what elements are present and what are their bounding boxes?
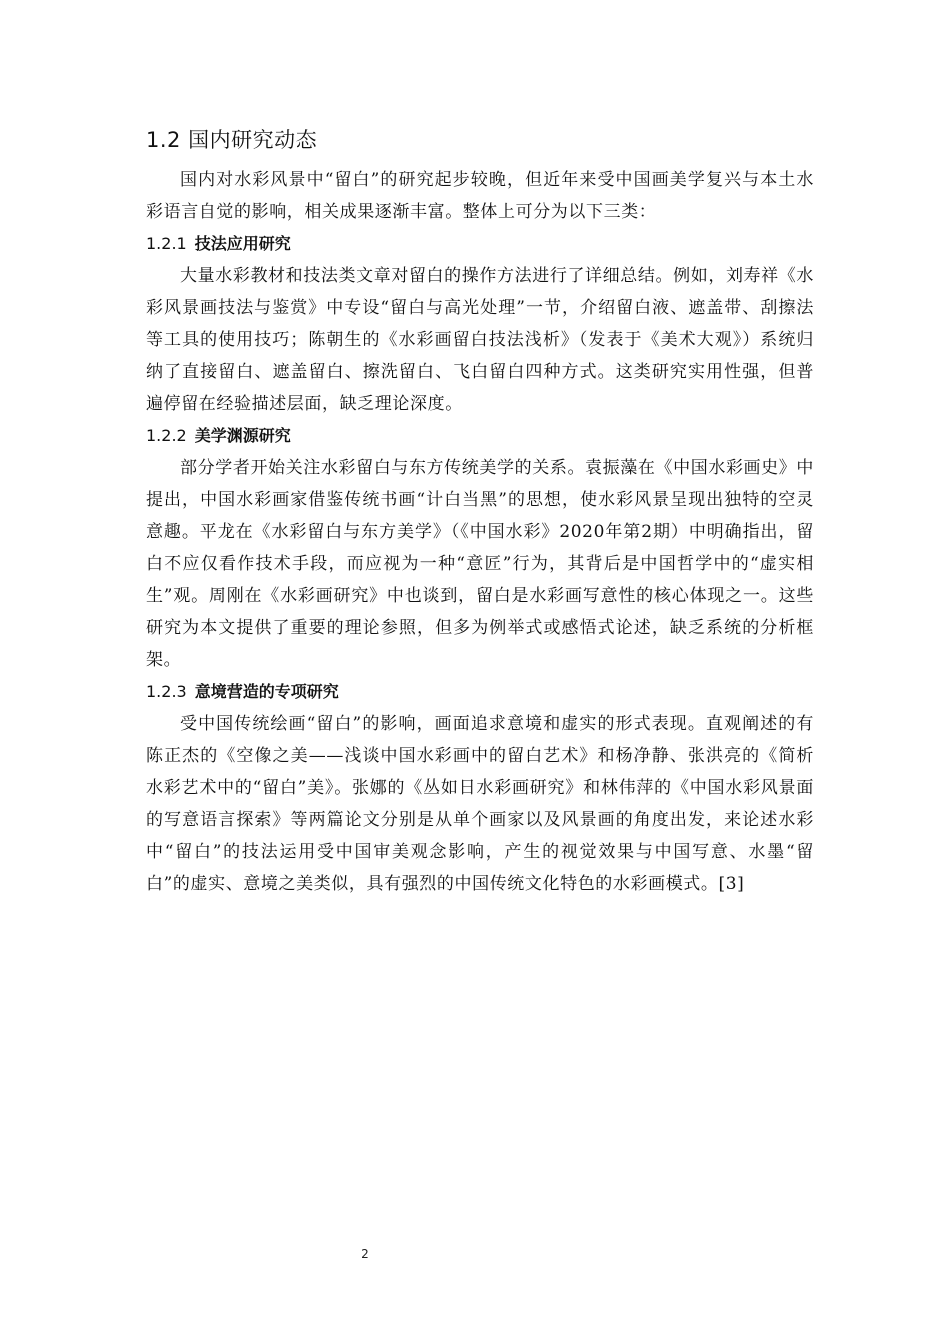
page-number: 2 [361, 1247, 369, 1261]
section-intro-paragraph: 国内对水彩风景中“留白”的研究起步较晚，但近年来受中国画美学复兴与本土水彩语言自觉的影响，相关成果逐渐丰富。整体上可分为以下三类： [146, 170, 814, 222]
subsection-number: 1.2.3 [146, 682, 187, 701]
subsection-title: 意境营造的专项研究 [194, 682, 339, 701]
subsection-title: 技法应用研究 [194, 234, 291, 253]
subsection-heading-3 [146, 676, 814, 708]
subsection-paragraph-2: 部分学者开始关注水彩留白与东方传统美学的关系。袁振藻在《中国水彩画史》中提出，中国水彩画家借鉴传统书画“计白当黑”的思想，使水彩风景呈现出独特的空灵意趣。平龙在《水彩留白与东方美学》（《中国水彩》2020年第2期）中明确指出，留白不应仅看作技术手段，而应视为一种“意匠”行为，其背后是中国哲学中的“虚实相生”观。周刚在《水彩画研究》中也谈到，留白是水彩画写意性的核心体现之一。这些研究为本文提供了重要的理论参照，但多为例举式或感悟式论述，缺乏系统的分析框架。 [146, 458, 814, 670]
section-heading: 1.2 国内研究动态 [146, 128, 318, 152]
subsection-paragraph-1: 大量水彩教材和技法类文章对留白的操作方法进行了详细总结。例如，刘寿祥《水彩风景画技法与鉴赏》中专设“留白与高光处理”一节，介绍留白液、遮盖带、刮擦法等工具的使用技巧；陈朝生的《水彩画留白技法浅析》（发表于《美术大观》）系统归纳了直接留白、遮盖留白、擦洗留白、飞白留白四种方式。这类研究实用性强，但普遍停留在经验描述层面，缺乏理论深度。 [146, 266, 814, 414]
subsection-title: 美学渊源研究 [194, 426, 291, 445]
subsection-paragraph-3: 受中国传统绘画“留白”的影响，画面追求意境和虚实的形式表现。直观阐述的有陈正杰的《空像之美——浅谈中国水彩画中的留白艺术》和杨净静、张洪亮的《简析水彩艺术中的“留白”美》。张娜的《丛如日水彩画研究》和林伟萍的《中国水彩风景面的写意语言探索》等两篇论文分别是从单个画家以及风景画的角度出发，来论述水彩中“留白”的技法运用受中国审美观念影响，产生的视觉效果与中国写意、水墨“留白”的虚实、意境之美类似，具有强烈的中国传统文化特色的水彩画模式。[3] [146, 714, 814, 894]
subsection-number: 1.2.2 [146, 426, 187, 445]
subsection-heading-2 [146, 420, 814, 452]
document-page [146, 124, 814, 900]
subsection-number: 1.2.1 [146, 234, 187, 253]
subsection-heading-1 [146, 228, 814, 260]
